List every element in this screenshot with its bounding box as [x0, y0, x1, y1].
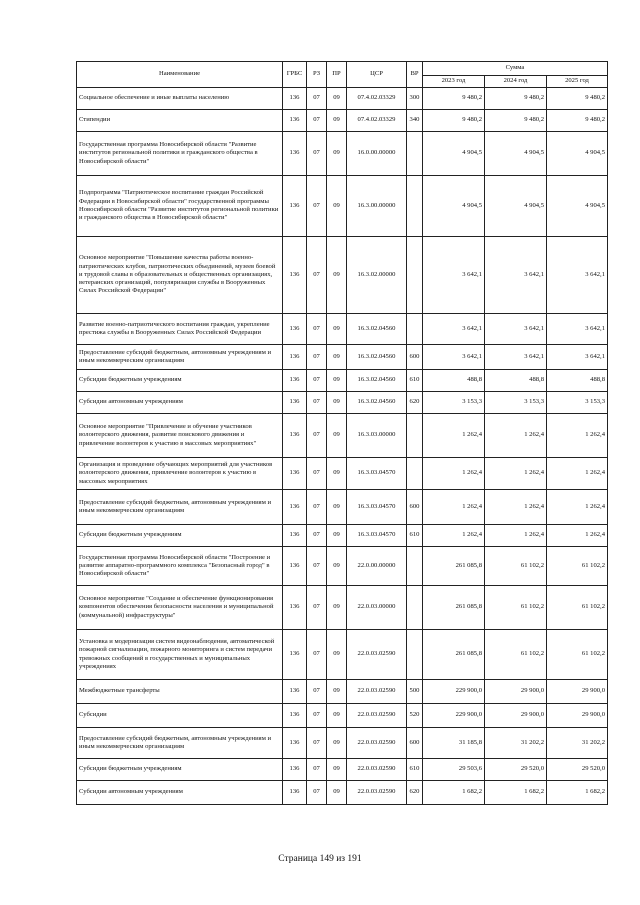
row-vr: 500: [407, 680, 423, 704]
row-value-2024: 29 520,0: [485, 759, 547, 781]
row-name: Основное мероприятие "Привлечение и обучение участников волонтерского движения, развитие поискового движения и привлечение волонтеров к участию в массовых мероприятиях": [77, 414, 283, 458]
row-value-2024: 31 202,2: [485, 728, 547, 759]
table-body: [77, 88, 608, 805]
row-pr: 09: [327, 176, 347, 237]
row-vr: [407, 414, 423, 458]
row-grbs: 136: [283, 630, 307, 680]
header-pr: ПР: [327, 62, 347, 88]
row-pr: 09: [327, 132, 347, 176]
row-value-2023: 3 153,3: [423, 392, 485, 414]
row-grbs: 136: [283, 132, 307, 176]
row-rz: 07: [307, 345, 327, 370]
row-pr: 09: [327, 392, 347, 414]
header-year-2023: 2023 год: [423, 76, 485, 88]
row-name: Субсидии: [77, 704, 283, 728]
row-value-2024: 1 262,4: [485, 525, 547, 547]
row-name: Подпрограмма "Патриотическое воспитание граждан Российской Федерации в Новосибирской области" государственной программы Новосибирской области "Развитие институтов региональной политики и гражданского общества в Новосибирской области": [77, 176, 283, 237]
row-value-2023: 261 085,8: [423, 586, 485, 630]
row-csr: 22.0.03.02590: [347, 630, 407, 680]
row-value-2023: 4 904,5: [423, 176, 485, 237]
table-row: [77, 392, 608, 414]
row-csr: 22.0.03.00000: [347, 586, 407, 630]
row-csr: 16.3.02.04560: [347, 392, 407, 414]
row-value-2024: 1 682,2: [485, 781, 547, 805]
row-name: Организация и проведение обучающих мероприятий для участников волонтерского движения, привлечение волонтеров к участию в массовых мероприятиях: [77, 458, 283, 490]
table-row: [77, 132, 608, 176]
row-grbs: 136: [283, 314, 307, 345]
header-csr: ЦСР: [347, 62, 407, 88]
row-csr: 16.3.00.00000: [347, 176, 407, 237]
row-vr: 340: [407, 110, 423, 132]
row-rz: 07: [307, 458, 327, 490]
row-rz: 07: [307, 490, 327, 525]
table-row: [77, 525, 608, 547]
row-pr: 09: [327, 237, 347, 314]
row-value-2025: 29 900,0: [547, 680, 608, 704]
row-vr: [407, 237, 423, 314]
row-csr: 07.4.02.03329: [347, 110, 407, 132]
row-grbs: 136: [283, 237, 307, 314]
row-name: Основное мероприятие "Создание и обеспечение функционирования компонентов обеспечения безопасности населения и муниципальной (коммунальной) инфраструктуры": [77, 586, 283, 630]
row-value-2023: 1 262,4: [423, 490, 485, 525]
row-csr: 16.3.02.04560: [347, 370, 407, 392]
table-row: [77, 345, 608, 370]
row-pr: 09: [327, 781, 347, 805]
row-grbs: 136: [283, 728, 307, 759]
header-vr: ВР: [407, 62, 423, 88]
table-row: [77, 586, 608, 630]
row-vr: 610: [407, 525, 423, 547]
table-row: [77, 547, 608, 586]
row-pr: 09: [327, 547, 347, 586]
table-row: [77, 704, 608, 728]
row-vr: [407, 132, 423, 176]
row-value-2025: 1 262,4: [547, 414, 608, 458]
row-grbs: 136: [283, 345, 307, 370]
row-rz: 07: [307, 176, 327, 237]
row-name: Субсидии автономным учреждениям: [77, 781, 283, 805]
row-name: Предоставление субсидий бюджетным, автономным учреждениям и иным некоммерческим организациям: [77, 490, 283, 525]
row-pr: 09: [327, 759, 347, 781]
row-csr: 16.3.03.04570: [347, 525, 407, 547]
row-rz: 07: [307, 237, 327, 314]
row-rz: 07: [307, 525, 327, 547]
row-value-2024: 4 904,5: [485, 176, 547, 237]
row-value-2025: 4 904,5: [547, 176, 608, 237]
row-value-2025: 61 102,2: [547, 586, 608, 630]
row-csr: 22.0.03.02590: [347, 781, 407, 805]
header-grbs: ГРБС: [283, 62, 307, 88]
row-name: Предоставление субсидий бюджетным, автономным учреждениям и иным некоммерческим организациям: [77, 345, 283, 370]
table-row: [77, 630, 608, 680]
row-value-2025: 3 153,3: [547, 392, 608, 414]
budget-table: [76, 61, 608, 805]
row-grbs: 136: [283, 525, 307, 547]
row-vr: 300: [407, 88, 423, 110]
header-rz: РЗ: [307, 62, 327, 88]
row-rz: 07: [307, 728, 327, 759]
header-sum: Сумма: [423, 62, 608, 76]
row-rz: 07: [307, 414, 327, 458]
row-vr: 600: [407, 345, 423, 370]
row-grbs: 136: [283, 759, 307, 781]
row-grbs: 136: [283, 370, 307, 392]
row-pr: 09: [327, 370, 347, 392]
row-value-2025: 1 262,4: [547, 525, 608, 547]
row-csr: 22.0.03.02590: [347, 759, 407, 781]
table-row: [77, 88, 608, 110]
row-value-2025: 9 480,2: [547, 88, 608, 110]
row-grbs: 136: [283, 176, 307, 237]
row-value-2023: 31 185,8: [423, 728, 485, 759]
row-vr: 610: [407, 759, 423, 781]
row-value-2024: 9 480,2: [485, 88, 547, 110]
header-year-2025: 2025 год: [547, 76, 608, 88]
row-vr: 620: [407, 392, 423, 414]
row-rz: 07: [307, 132, 327, 176]
row-value-2023: 1 262,4: [423, 525, 485, 547]
row-vr: 610: [407, 370, 423, 392]
row-pr: 09: [327, 414, 347, 458]
row-value-2023: 488,8: [423, 370, 485, 392]
row-rz: 07: [307, 586, 327, 630]
row-value-2025: 29 900,0: [547, 704, 608, 728]
row-vr: [407, 630, 423, 680]
row-name: Государственная программа Новосибирской области "Построение и развитие аппаратно-программного комплекса "Безопасный город" в Новосибирской области": [77, 547, 283, 586]
table-row: [77, 237, 608, 314]
row-csr: 22.0.00.00000: [347, 547, 407, 586]
row-value-2023: 261 085,8: [423, 547, 485, 586]
row-value-2024: 61 102,2: [485, 630, 547, 680]
row-grbs: 136: [283, 458, 307, 490]
row-value-2025: 29 520,0: [547, 759, 608, 781]
row-vr: 600: [407, 490, 423, 525]
row-csr: 22.0.03.02590: [347, 680, 407, 704]
row-rz: 07: [307, 392, 327, 414]
row-value-2025: 3 642,1: [547, 314, 608, 345]
row-pr: 09: [327, 728, 347, 759]
row-pr: 09: [327, 630, 347, 680]
row-value-2024: 61 102,2: [485, 547, 547, 586]
row-csr: 22.0.03.02590: [347, 728, 407, 759]
row-value-2024: 9 480,2: [485, 110, 547, 132]
row-value-2024: 3 153,3: [485, 392, 547, 414]
row-value-2024: 3 642,1: [485, 237, 547, 314]
row-name: Установка и модернизация систем видеонаблюдения, автоматической пожарной сигнализации, пожарного мониторинга и систем передачи тревожных сообщений в государственных и муниципальных учреждениях: [77, 630, 283, 680]
row-grbs: 136: [283, 88, 307, 110]
row-value-2023: 3 642,1: [423, 345, 485, 370]
row-pr: 09: [327, 490, 347, 525]
row-pr: 09: [327, 110, 347, 132]
row-pr: 09: [327, 680, 347, 704]
row-value-2025: 31 202,2: [547, 728, 608, 759]
row-vr: [407, 314, 423, 345]
row-rz: 07: [307, 314, 327, 345]
row-value-2024: 1 262,4: [485, 490, 547, 525]
row-value-2024: 29 900,0: [485, 704, 547, 728]
row-name: Предоставление субсидий бюджетным, автономным учреждениям и иным некоммерческим организациям: [77, 728, 283, 759]
row-rz: 07: [307, 630, 327, 680]
row-value-2023: 29 503,6: [423, 759, 485, 781]
row-value-2024: 1 262,4: [485, 414, 547, 458]
row-value-2024: 61 102,2: [485, 586, 547, 630]
table-row: [77, 370, 608, 392]
table-row: [77, 110, 608, 132]
row-name: Стипендии: [77, 110, 283, 132]
row-value-2024: 29 900,0: [485, 680, 547, 704]
row-grbs: 136: [283, 490, 307, 525]
row-rz: 07: [307, 759, 327, 781]
row-name: Государственная программа Новосибирской области "Развитие институтов региональной политики и гражданского общества в Новосибирской области": [77, 132, 283, 176]
row-value-2025: 4 904,5: [547, 132, 608, 176]
row-name: Субсидии бюджетным учреждениям: [77, 370, 283, 392]
header-year-2024: 2024 год: [485, 76, 547, 88]
row-rz: 07: [307, 370, 327, 392]
row-csr: 16.3.03.04570: [347, 490, 407, 525]
row-rz: 07: [307, 680, 327, 704]
row-value-2023: 1 262,4: [423, 458, 485, 490]
row-grbs: 136: [283, 680, 307, 704]
row-name: Основное мероприятие "Повышение качества работы военно-патриотических клубов, патриотических объединений, музеев боевой и трудовой славы в образовательных и общественных организациях, ветеранских организаций, популяризация службы в Вооруженных Силах Российской Федерации": [77, 237, 283, 314]
row-rz: 07: [307, 88, 327, 110]
row-value-2023: 3 642,1: [423, 237, 485, 314]
row-rz: 07: [307, 110, 327, 132]
row-pr: 09: [327, 88, 347, 110]
row-value-2025: 1 262,4: [547, 490, 608, 525]
row-value-2024: 3 642,1: [485, 345, 547, 370]
header-name: Наименование: [77, 62, 283, 88]
row-vr: 600: [407, 728, 423, 759]
row-pr: 09: [327, 345, 347, 370]
row-pr: 09: [327, 525, 347, 547]
row-value-2025: 3 642,1: [547, 345, 608, 370]
row-vr: [407, 547, 423, 586]
table-row: [77, 458, 608, 490]
row-value-2023: 9 480,2: [423, 110, 485, 132]
row-value-2023: 1 262,4: [423, 414, 485, 458]
row-grbs: 136: [283, 110, 307, 132]
row-value-2024: 488,8: [485, 370, 547, 392]
row-value-2024: 4 904,5: [485, 132, 547, 176]
table-row: [77, 414, 608, 458]
row-csr: 16.3.03.04570: [347, 458, 407, 490]
row-csr: 22.0.03.02590: [347, 704, 407, 728]
row-csr: 16.3.03.00000: [347, 414, 407, 458]
table-row: [77, 314, 608, 345]
table-row: [77, 728, 608, 759]
row-pr: 09: [327, 704, 347, 728]
row-value-2023: 229 900,0: [423, 680, 485, 704]
row-vr: [407, 458, 423, 490]
row-rz: 07: [307, 704, 327, 728]
row-name: Развитие военно-патриотического воспитания граждан, укрепление престижа службы в Вооруженных Силах Российской Федерации: [77, 314, 283, 345]
row-vr: 620: [407, 781, 423, 805]
row-csr: 16.3.02.00000: [347, 237, 407, 314]
row-grbs: 136: [283, 547, 307, 586]
row-csr: 07.4.02.03329: [347, 88, 407, 110]
row-value-2025: 61 102,2: [547, 630, 608, 680]
row-vr: [407, 176, 423, 237]
row-value-2023: 3 642,1: [423, 314, 485, 345]
table-row: [77, 490, 608, 525]
row-value-2025: 1 262,4: [547, 458, 608, 490]
row-rz: 07: [307, 547, 327, 586]
row-grbs: 136: [283, 586, 307, 630]
row-value-2024: 3 642,1: [485, 314, 547, 345]
table-row: [77, 781, 608, 805]
row-name: Межбюджетные трансферты: [77, 680, 283, 704]
row-value-2023: 1 682,2: [423, 781, 485, 805]
row-value-2023: 9 480,2: [423, 88, 485, 110]
row-value-2025: 1 682,2: [547, 781, 608, 805]
row-value-2023: 4 904,5: [423, 132, 485, 176]
row-csr: 16.3.02.04560: [347, 345, 407, 370]
row-grbs: 136: [283, 392, 307, 414]
row-value-2025: 9 480,2: [547, 110, 608, 132]
row-vr: [407, 586, 423, 630]
row-name: Социальное обеспечение и иные выплаты населению: [77, 88, 283, 110]
row-grbs: 136: [283, 704, 307, 728]
row-pr: 09: [327, 458, 347, 490]
table-row: [77, 680, 608, 704]
row-value-2025: 488,8: [547, 370, 608, 392]
row-csr: 16.3.02.04560: [347, 314, 407, 345]
row-name: Субсидии бюджетным учреждениям: [77, 759, 283, 781]
row-name: Субсидии автономным учреждениям: [77, 392, 283, 414]
row-grbs: 136: [283, 781, 307, 805]
row-rz: 07: [307, 781, 327, 805]
row-value-2023: 261 085,8: [423, 630, 485, 680]
row-grbs: 136: [283, 414, 307, 458]
page-number: Страница 149 из 191: [278, 854, 362, 864]
row-pr: 09: [327, 586, 347, 630]
row-value-2025: 3 642,1: [547, 237, 608, 314]
row-vr: 520: [407, 704, 423, 728]
row-value-2024: 1 262,4: [485, 458, 547, 490]
table-row: [77, 759, 608, 781]
row-csr: 16.0.00.00000: [347, 132, 407, 176]
row-value-2025: 61 102,2: [547, 547, 608, 586]
table-row: [77, 176, 608, 237]
row-pr: 09: [327, 314, 347, 345]
row-name: Субсидии бюджетным учреждениям: [77, 525, 283, 547]
row-value-2023: 229 900,0: [423, 704, 485, 728]
